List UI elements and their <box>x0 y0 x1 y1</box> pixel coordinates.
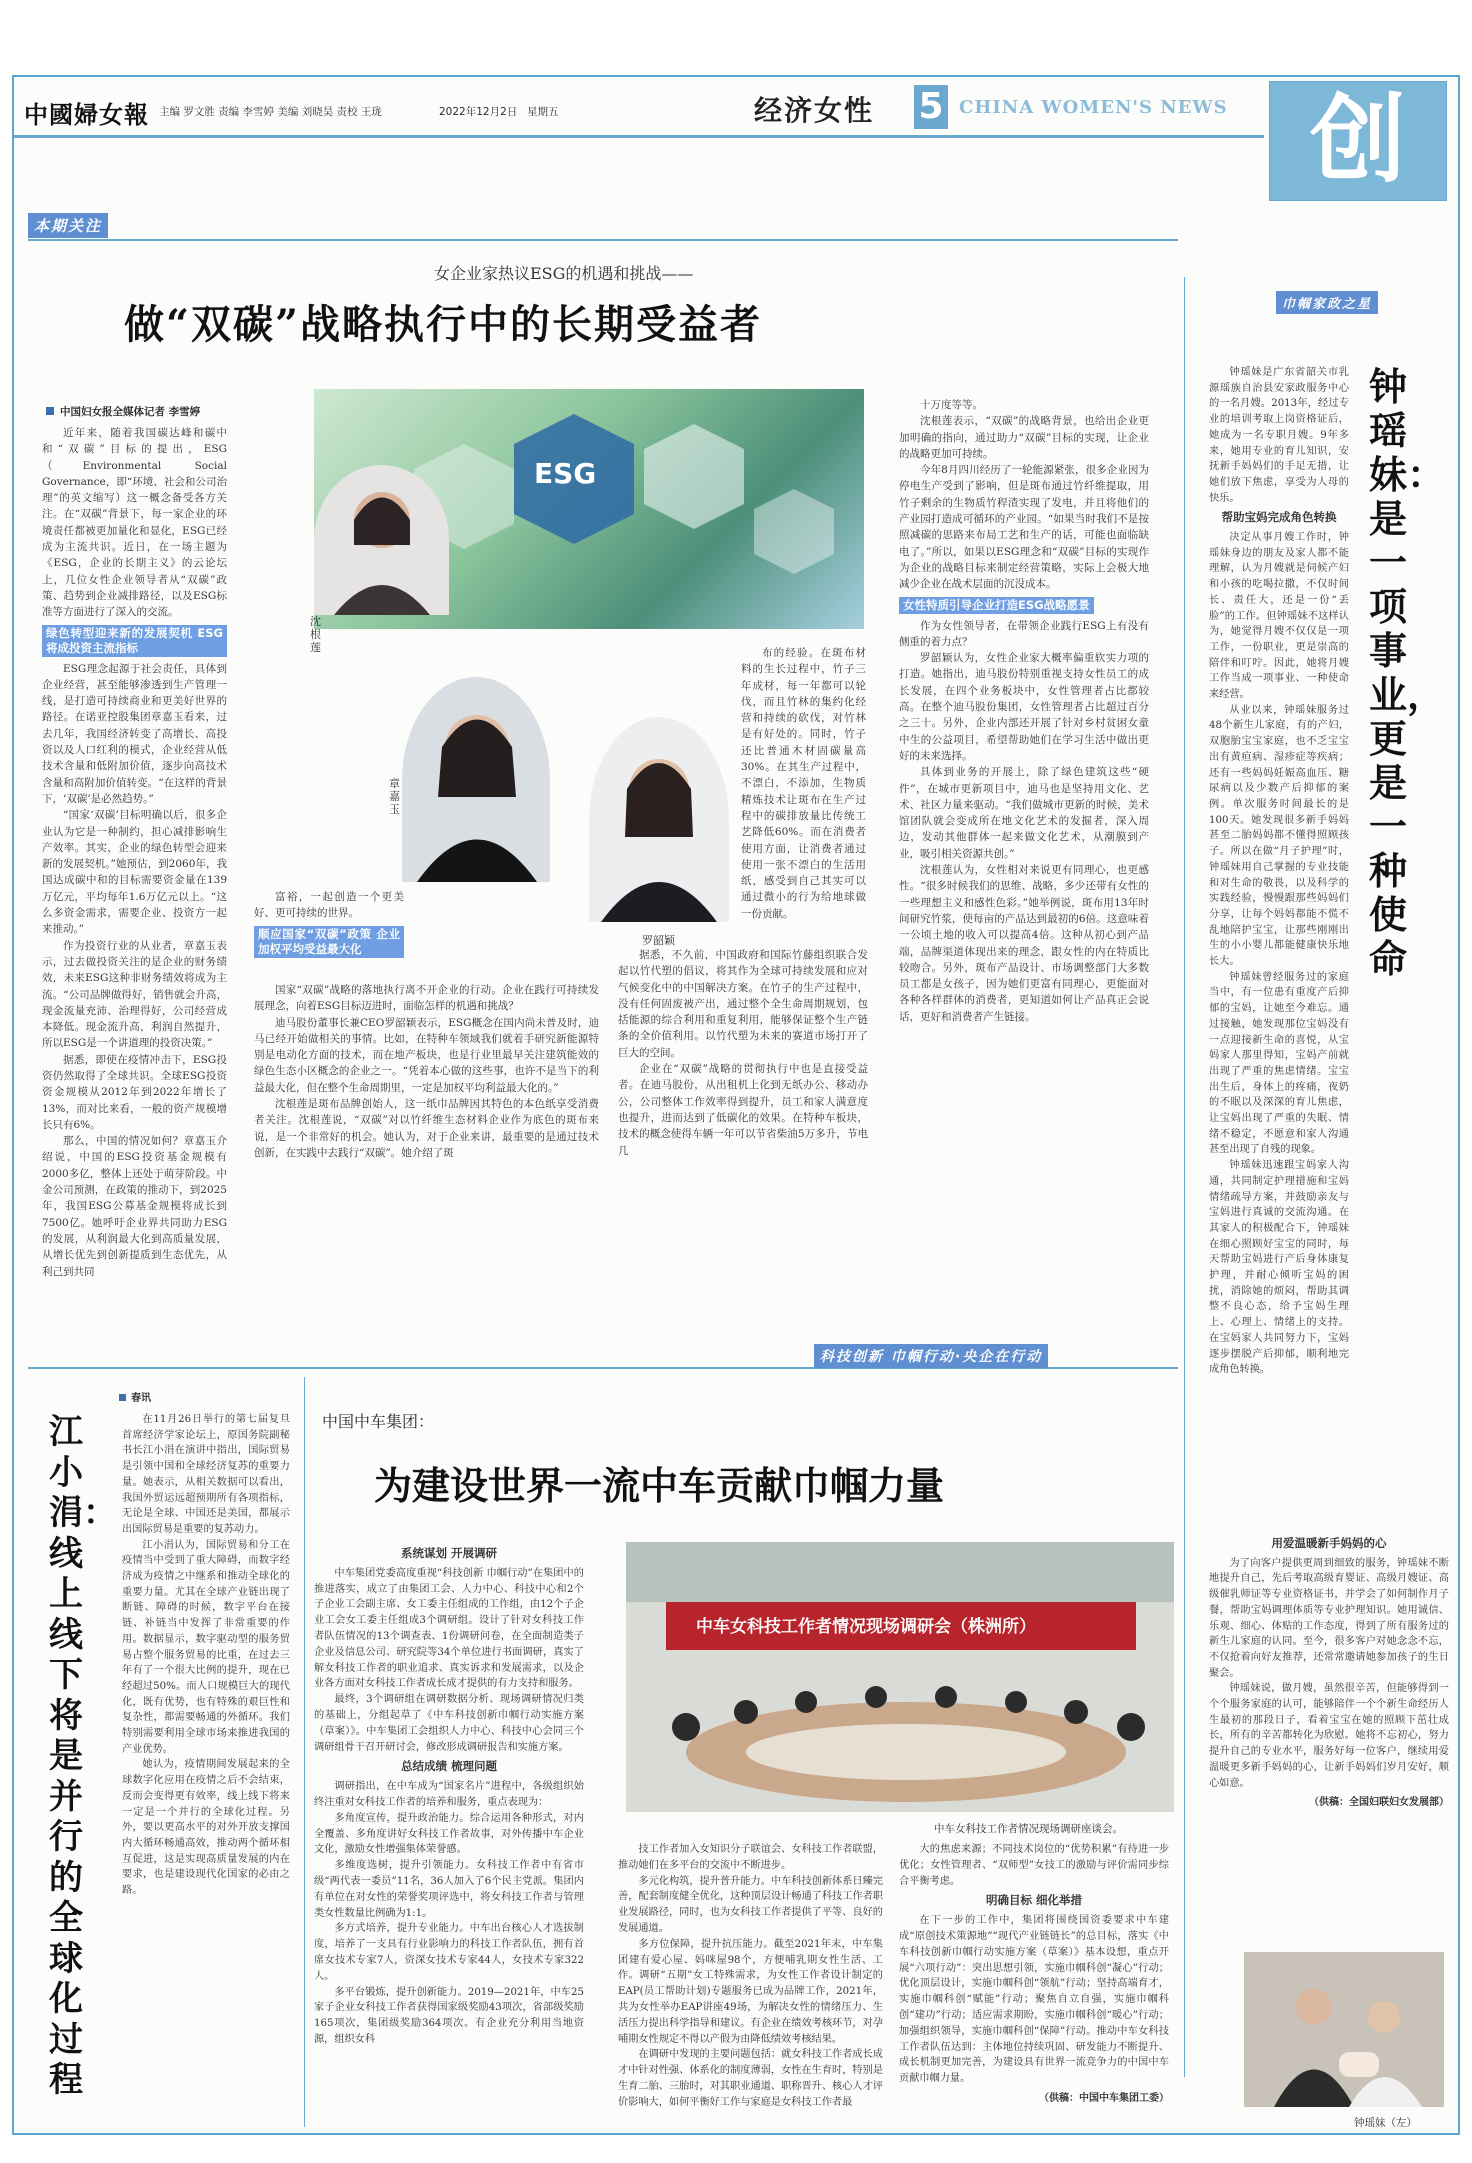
paragraph: 多平台锻炼，提升创新能力。2019—2021年，中车25家子企业女科技工作者获得国家级奖励43项次，省部级奖励165项次，集团级奖励364项次。有企业充分利用当地资源，组织女科 <box>314 1986 584 2045</box>
paragraph: 富裕，一起创造一个更美好、更可持续的世界。 <box>254 891 404 920</box>
jiang-article <box>122 1412 290 2132</box>
issue-weekday: 星期五 <box>527 106 559 118</box>
name-zhang-jiayu: 章嘉玉 <box>389 777 400 816</box>
focus-column-3a <box>741 645 866 945</box>
header-rule <box>14 135 1264 138</box>
focus-kicker: 女企业家热议ESG的机遇和挑战—— <box>434 264 694 283</box>
jiang-byline <box>119 1389 151 1404</box>
crrc-headline: 为建设世界一流中车贡献巾帼力量 <box>374 1463 945 1508</box>
focus-tag: 本期关注 <box>28 213 108 238</box>
zhong-photo <box>1244 1952 1444 2107</box>
paragraph: 在调研中发现的主要问题包括：就女科技工作者成长成才中针对性强、体系化的制度薄弱，女性在生育时，特别是生育二胎、三胎时，对其职业通道、职称晋升、核心人才评价影响大，如何平衡好工作与家庭是女科技工作者最 <box>618 2049 883 2108</box>
paragraph: 钟瑶妹迅速跟宝妈家人沟通，共同制定护理措施和宝妈情绪疏导方案，并鼓励亲友与宝妈进行真诚的交流沟通。在其家人的积极配合下，钟瑶妹在细心照顾好宝宝的同时，每天帮助宝妈进行产后身体康复护理，并耐心倾听宝妈的困扰，消除她的烦闷，帮助其调整不良心态，给予宝妈生理上、心理上、情绪上的支持。在宝妈家人共同努力下，宝妈逐步摆脱产后抑郁，顺利地完成角色转换。 <box>1209 1160 1349 1376</box>
paragraph: 钟瑶妹是广东省韶关市乳源瑶族自治县安家政服务中心的一名月嫂。2013年，经过专业的培训考取上岗资格证后，她成为一名专职月嫂。9年多来，她用专业的育儿知识，安抚新手妈妈们的手足无措，让她们放下焦虑，享受为人母的快乐。 <box>1209 367 1349 504</box>
paragraph: 作为投资行业的从业者，章嘉玉表示，过去做投资关注的是企业的财务绩效，未来ESG这种非财务绩效将成为主流。“公司品牌做得好，销售就会升高，现金流量充沛、治理得好，公司经营成本降低。现金流升高，利润自然提升，所以ESG是一个讲道理的投资决策。” <box>42 939 227 1050</box>
crrc-column-1 <box>314 1542 584 2132</box>
paragraph: 沈根莲认为，女性相对来说更有同理心，也更感性。“很多时候我们的思维、战略，多少还带有女性的一些理想主义和感性色彩。”她举例说，斑布用13年时间研究竹浆，使每亩的产品达到最初的6倍。这意味着一公顷土地的收入可以提高4倍。这种从初心到产品端，品牌渠道体现出来的理念，跟女性的内在特质比较吻合。另外，斑布产品设计、市场调整部门大多数员工都是女孩子，因为她们更富有同理心，更能面对各种各样群体的消费者，更知道如何让产品真正会说话，更好和消费者产生链接。 <box>899 864 1149 1023</box>
meeting-photo-caption: 中车女科技工作者情况现场调研座谈会。 <box>934 1823 1123 1835</box>
zhong-tag: 巾帼家政之星 <box>1276 291 1378 314</box>
column-mark: 创 <box>1310 83 1406 196</box>
paragraph: 调研指出，在中车成为“国家名片”进程中，各级组织始终注重对女科技工作者的培养和服务，重点表现为： <box>314 1781 584 1808</box>
paragraph: 罗韶颖认为，女性企业家大概率偏重软实力项的打造。她指出，迪马股份特别重视支持女性员工的成长发展，在四个业务板块中，女性管理者占比都较高。在整个迪马股份集团，女性管理者占比超过百分之三十。另外，企业内部还开展了针对乡村贫困女童中生的公益项目，希望帮助她们在学习生活中做出更好的未来选择。 <box>899 652 1149 762</box>
meeting-photo <box>626 1542 1174 1812</box>
paragraph: 多方式培养，提升专业能力。中车出台核心人才选拔制度，培养了一支具有行业影响力的科技工作者队伍，拥有首席女技术专家7人，资深女技术专家44人，女技术专家322人。 <box>314 1923 584 1982</box>
crrc-column-3 <box>899 1842 1169 2132</box>
portrait-zhang-jiayu <box>402 677 550 882</box>
paragraph: 钟瑶妹曾经服务过的家庭当中，有一位患有重度产后抑郁的宝妈，让她至今难忘。通过接触，她发现那位宝妈没有一点迎接新生命的喜悦，从宝妈家人那里得知，宝妈产前就出现了严重的焦虑情绪。宝宝出生后，身体上的疼痛，夜奶的不眠以及深深的育儿焦虑，让宝妈出现了严重的失眠、情绪不稳定，不愿意和家人沟通甚至出现了自残的现象。 <box>1209 971 1349 1156</box>
zhong-headline: 钟瑶妹：是一项事业，更是一种使命 <box>1369 364 1446 981</box>
zhong-photo-figures <box>1244 1952 1444 2107</box>
paragraph: 大的焦虑来源；不同技术岗位的“优势积累”有待进一步优化；女性管理者、“双师型”女技工的激励与评价需同步综合平衡考虑。 <box>899 1844 1169 1887</box>
subheading: 绿色转型迎来新的发展契机 ESG将成投资主流指标 <box>42 625 227 657</box>
paragraph: 技工作者加入女知识分子联谊会、女科技工作者联盟，推动她们在多平台的交流中不断进步。 <box>618 1844 883 1871</box>
byline-text: 中国妇女报全媒体记者 李雪婷 <box>60 406 201 418</box>
focus-headline: 做“双碳”战略执行中的长期受益者 <box>124 301 763 348</box>
paragraph: 布的经验。在斑布材料的生长过程中，竹子三年成材，每一年都可以轮伐，而且竹林的集约化经营和持续的砍伐，对竹林是有好处的。同时，竹子还比普通木材固碳量高30%。在其生产过程中，不漂白，不添加，生物质精炼技术让斑布在生产过程中的碳排放量比传统工艺降低60%。而在消费者使用方面，让消费者通过使用一张不漂白的生活用纸，感受到自己其实可以通过微小的行为给地球做一份贡献。 <box>741 647 866 920</box>
portrait-figure <box>589 717 729 922</box>
paragraph: ESG理念起源于社会责任，具体到企业经营，甚至能够渗透到生产管理一线，是打造可持续商业和更美好世界的路径。在诺亚控股集团章嘉玉看来，过去几年，我国经济转变了高增长、高投资以及人口红利的模式，企业经营从低技术含量和低附加价值，逐步向高技术含量和高附加价值转变。“在这样的背景下，‘双碳’是必然趋势。” <box>42 662 227 805</box>
paragraph: 作为女性领导者，在带领企业践行ESG上有没有侧重的着力点？ <box>899 619 1149 648</box>
focus-column-3b <box>618 947 868 1322</box>
portrait-figure <box>314 465 449 615</box>
paragraph: “国家‘双碳’目标明确以后，很多企业认为它是一种制约，担心减排影响生产效率。其实，企业的绿色转型会迎来新的发展契机。”她预估，到2060年，我国达成碳中和的目标需要资金量在139万亿元，平均每年1.6万亿元以上。“这么多资金需求，需要企业、投资方一起来推动。” <box>42 809 227 936</box>
right-column-divider <box>1184 277 1185 2077</box>
meeting-scene <box>626 1542 1174 1812</box>
focus-column-2a <box>254 889 404 979</box>
focus-column-1 <box>42 425 227 1278</box>
portrait-shen-genlian <box>314 465 449 615</box>
newspaper-logo: 中國婦女報 <box>24 100 149 129</box>
paragraph: 多维度选树，提升引领能力。女科技工作者中有省市级“两代表一委员”11名，36人加入了6个民主党派。集团内有单位在对女性的荣誉奖项评选中，将女科技工作者与管理类女性数量比例确为1:1。 <box>314 1860 584 1919</box>
jiang-column-divider <box>304 1377 305 2127</box>
paragraph: 多元化构筑，提升普升能力。中车科技创新体系日臻完善，配套制度健全优化，这种顶层设计畅通了科技工作者职业发展路径，同时，也为女科技工作者提供了平等、良好的发展通道。 <box>618 1875 883 1934</box>
paragraph: 国家“双碳”战略的落地执行离不开企业的行动。企业在践行可持续发展理念，向着ESG目标迈进时，面临怎样的机遇和挑战？ <box>254 984 599 1013</box>
crrc-credit: （供稿：中国中车集团工委） <box>1039 2092 1169 2104</box>
section-title: 经济女性 <box>754 94 875 127</box>
paragraph: 据悉，即使在疫情冲击下，ESG投资仍然取得了全球共识。全球ESG投资资金规模从2012年到2022年增长了13%，而对比来看，一般的资产规模增长只有6%。 <box>42 1053 227 1131</box>
paragraph: 最终，3个调研组在调研数据分析、现场调研情况归类的基础上，分组起草了《中车科技创新巾帼行动实施方案（草案）》。中车集团工会组织人力中心、科技中心会同三个调研组骨干召开研讨会，修改形成调研报告和实施方案。 <box>314 1694 584 1753</box>
byline-marker-icon <box>119 1394 126 1401</box>
jiang-headline: 江小涓：线上线下将是并行的全球化过程 <box>49 1412 117 2100</box>
focus-column-4 <box>899 397 1149 1322</box>
paragraph: 决定从事月嫂工作时，钟瑶妹身边的朋友及家人都不能理解，认为月嫂就是伺候产妇和小孩的吃喝拉撒，不仅时间长、责任大，还是一份“丢脸”的工作。但钟瑶妹不这样认为，她觉得月嫂不仅仅是一项工作，一份职业，更是崇高的陪伴和叮咛。因此，她将月嫂工作当成一项事业、一种使命来经营。 <box>1209 532 1349 701</box>
paragraph: 多方位保障，提升抗压能力。截至2021年末，中车集团建有爱心屋、妈咪屋98个，方便哺乳期女性生活、工作。调研“五期”女工特殊需求，为女性工作者设计制定的EAP(员工帮助计划)专题服务已成为品牌工作，2021年，共为女性举办EAP讲座49场，为解决女性的情绪压力、生活压力提出科学指导和建议。有企业在绩效考核环节，对孕哺期女性规定不得以产假为由降低绩效考核结果。 <box>618 1938 883 2045</box>
subheading: 顺应国家“双碳”政策 企业加权平均受益最大化 <box>254 926 404 958</box>
column-mark-box <box>1269 81 1447 201</box>
meeting-banner: 中车女科技工作者情况现场调研会（株洲所） <box>696 1617 1036 1637</box>
subheading: 系统谋划 开展调研 <box>400 1546 497 1560</box>
issue-date: 2022年12月2日 <box>439 106 518 118</box>
focus-byline <box>46 404 200 419</box>
focus-rule <box>28 239 1178 241</box>
name-shen-genlian: 沈根莲 <box>310 615 321 654</box>
crrc-tag: 科技创新 巾帼行动·央企在行动 <box>814 1344 1048 1368</box>
paragraph: 江小涓认为，国际贸易和分工在疫情当中受到了重大障碍，而数字经济成为疫情之中继系和推动全球化的重要力量。尤其在全球产业链出现了断链、障碍的时候，数字平台在接链、补链当中发挥了非常重要的作用。数据显示，数字驱动型的服务贸易占整个服务贸易的比重，在过去三年有了一个很大比例的提升，现在已经超过50%。而人口规模巨大的现代化，既有优势，也有特殊的艰巨性和复杂性，都需要畅通的外循环。我们特别需要利用全球市场来推进我国的产业优势。 <box>122 1539 290 1755</box>
crrc-column-2 <box>618 1842 883 2132</box>
paragraph: 在下一步的工作中，集团将围绕国资委要求中车建成“原创技术策源地”“现代产业链链长”的总目标，落实《中车科技创新巾帼行动实施方案（草案）》基本设想，重点开展“六项行动”：突出思想引领，实施巾帼科创“凝心”行动；优化顶层设计，实施巾帼科创“领航”行动；坚持高端育才，实施巾帼科创“赋能”行动；聚焦自立自强，实施巾帼科创“建功”行动；适应需求期盼，实施巾帼科创“暖心”行动；加强组织领导，实施巾帼科创“保障”行动。推动中车女科技工作者队伍达到：主体地位持续巩固、研发能力不断提升、成长机制更加完善，为建设具有世界一流竞争力的中国中车贡献巾帼力量。 <box>899 1915 1169 2085</box>
paragraph: 多角度宣传，提升政治能力。综合运用各种形式，对内全覆盖、多角度讲好女科技工作者故事，对外传播中车企业文化，激励女性增强集体荣誉感。 <box>314 1812 584 1856</box>
paragraph: 从业以来，钟瑶妹服务过48个新生儿家庭，有的产妇，双胞胎宝宝家庭，也不乏宝宝出有黄疸病、湿疹症等疾病；还有一些妈妈妊娠高血压、糖尿病以及少数产后抑郁的案例。单次服务时间最长的是100天。她发现很多新手妈妈甚至二胎妈妈都不懂得照顾孩子。所以在做“月子护理”时，钟瑶妹用自己掌握的专业技能和对生命的敬畏，以及科学的实践经验，慢慢跟那些妈妈们分享，让每个妈妈都能不慌不乱地陪护宝宝，让那些刚刚出生的小小婴儿都能健康快乐地长大。 <box>1209 704 1349 968</box>
subheading: 用爱温暖新手妈妈的心 <box>1271 1536 1387 1550</box>
zhong-article-lower <box>1209 1532 1449 1927</box>
zhong-credit: （供稿：全国妇联妇女发展部） <box>1309 1797 1449 1809</box>
english-title: CHINA WOMEN'S NEWS <box>959 97 1228 118</box>
subheading: 帮助宝妈完成角色转换 <box>1221 510 1337 525</box>
newspaper-page <box>12 75 1460 2135</box>
paragraph: 今年8月四川经历了一轮能源紧张，很多企业因为停电生产受到了影响，但是斑布通过竹纤维提取，用竹子剩余的生物质竹稈渣实现了发电，并且将他们的产业园打造成可循环的产业园。“如果当时我们不是按照减碳的思路来布局工艺和生产的话，可能也面临缺电了。”所以，如果以ESG理念和“双碳”目标的实现作为企业的战略目标来制定经营策略，实际上会极大地减少企业在战术层面的沉没成本。 <box>899 464 1149 591</box>
paragraph: 据悉，不久前，中国政府和国际竹藤组织联合发起以竹代塑的倡议，将其作为全球可持续发展和应对气候变化中的中国解决方案。在竹子的生产过程中，没有任何固废被产出，通过整个全生命周期规划，包括能源的综合利用和重复利用，能够保证整个生产链条的全价值利用。以竹代塑为未来的赛道市场打开了巨大的空间。 <box>618 949 868 1059</box>
paragraph: 具体到业务的开展上，除了绿色建筑这些“硬件”，在城市更新项目中，迪马也是坚持用文化、艺术、社区力量来驱动。“我们做城市更新的时候，美术馆团队就会变成所在地文化艺术的发掘者，深入周边，发动其他群体一起来做文化艺术，从潮膜到产业，吸引相关资源共创。” <box>899 766 1149 860</box>
paragraph: 为了向客户提供更周到细致的服务，钟瑶妹不断地提升自己，先后考取高级育婴证、高级月嫂证、高级催乳师证等专业资格证书，并学会了如何制作月子餐，帮助宝妈调理体质等专业护理知识。她用诚信、乐观、细心、体贴的工作态度，得到了所有服务过的新生儿家庭的认同。至今，很多客户对她念念不忘，不仅抢着向好友推荐，还常常邀请她参加孩子的生日聚会。 <box>1209 1557 1449 1679</box>
paragraph: 迪马股份董事长兼CEO罗韶颖表示，ESG概念在国内尚未普及时，迪马已经开始做相关的事情。比如，在特种车领域我们就着手研究新能源特别是电动化方面的技术，而在地产板块，也是行业里最早关注建筑能效的绿色生态小区概念的企业之一。“凭着本心做的这些事，也许不是当下的利益最大化，但在整个生命周期里，一定是加权平均利益最大化的。” <box>254 1016 599 1094</box>
paragraph: 十万度等等。 <box>920 399 983 411</box>
paragraph: 企业在“双碳”战略的贯彻执行中也是直接受益者。在迪马股份，从出租机上化到无纸办公、移动办公，公司整体工作效率得到提升，员工和家人满意度也提升，进而达到了低碳化的效果。在特种车板块，技术的概念使得车辆一年可以节省柴油5万多升，节电几 <box>618 1063 868 1157</box>
paragraph: 沈根莲是斑布品牌创始人，这一纸巾品牌因其特色的本色纸享受消费者关注。沈根莲说，“双碳”对以竹纤维生态材料企业作为底色的斑布来说，是一个非常好的机会。她认为，对于企业来讲，最重要的是通过技术创新，在实践中去践行“双碳”。她介绍了斑 <box>254 1098 599 1159</box>
byline-marker-icon <box>46 407 54 415</box>
subheading: 总结成绩 梳理问题 <box>400 1759 497 1774</box>
crrc-kicker: 中国中车集团： <box>322 1412 435 1431</box>
paragraph: 她认为，疫情期间发展起来的全球数字化应用在疫情之后不会结束，反而会变得更有效率，线上线下将来一定是一个并行的全球化过程。另外，要以更高水平的对外开放支撑国内大循环畅通高效，推动两个循环相互促进，这是实现高质量发展的内在要求，也是建设现代化国家的必由之路。 <box>122 1759 290 1897</box>
name-luo-shaoying: 罗韶颖 <box>642 934 675 947</box>
focus-column-2b <box>254 982 599 1322</box>
subheading: 明确目标 细化举措 <box>985 1893 1082 1908</box>
paragraph: 中车集团党委高度重视“科技创新 巾帼行动”在集团中的推进落实，成立了由集团工会、人力中心、科技中心和2个子企业工会副主席、女工委主任组成的工作组，由12个子企业工会女工委主任组成3个调研组。设计了针对女科技工作者队伍情况的13个调查表、1份调研问卷，在全面制造类子企业及信息公司、研究院等34个单位进行书面调研，真实了解女科技工作者的职业追求、真实诉求和发展需求，以及企业各方面对女科技工作者成长成才提供的有力支持和服务。 <box>314 1567 584 1690</box>
paragraph: 近年来，随着我国碳达峰和碳中和“双碳”目标的提出，ESG（Environmental Social Governance，即“环境、社会和公司治理”的英文缩写）这一概念备受各方关注。在“双碳”背景下，每一家企业的环境责任都被更加量化和显化，ESG已经成为主流共识。近日，在一场主题为《ESG，企业的长期主义》的云论坛上，几位女性企业领导者从“双碳”政策、趋势到企业减排路径，以及ESG标准等方面进行了深入的交流。 <box>42 427 227 619</box>
paragraph: 那么，中国的情况如何？章嘉玉介绍说，中国的ESG投资基金规模有2000多亿，整体上还处于萌芽阶段。中金公司预测，在政策的推动下，到2025年，我国ESG公募基金规模将成长到7500亿。她呼吁企业界共同助力ESG的发展，从利润最大化到高质量发展，从增长优先到创新提质到生态优先，从利己到共同 <box>42 1135 227 1278</box>
zhong-photo-caption: 钟瑶妹（左） <box>1354 2117 1417 2129</box>
page-number: 5 <box>914 85 948 129</box>
paragraph: 在11月26日举行的第七届复旦首席经济学家论坛上，原国务院副秘书长江小涓在演讲中指出，国际贸易是引领中国和全球经济复苏的重要力量。她表示，从相关数据可以看出，我国外贸运远超预期所有各项指标，无论是全球、中国还是美国，都展示出国际贸易是重要的复苏动力。 <box>122 1414 290 1535</box>
portrait-luo-shaoying <box>589 717 729 922</box>
jiang-byline-text: 春讯 <box>131 1393 151 1404</box>
subheading: 女性特质引导企业打造ESG战略愿景 <box>899 597 1094 614</box>
masthead <box>14 77 1458 196</box>
paragraph: 钟瑶妹说，做月嫂，虽然很辛苦，但能够得到一个个服务家庭的认可，能够陪伴一个个新生命经历人生最初的那段日子，看着宝宝在她的照顾下茁壮成长，所有的辛苦都转化为欣慰。她将不忘初心，努力提升自己的专业水平，服务好每一位客户，继续用爱温暖更多新手妈妈的心，让新手妈妈们岁月安好，顺心如意。 <box>1209 1683 1449 1789</box>
paragraph: 沈根莲表示，“双碳”的战略背景，也给出企业更加明确的指向，通过助力“双碳”目标的实现，让企业的战略更加可持续。 <box>899 415 1149 460</box>
esg-label: ESG <box>534 457 597 490</box>
staff-credits: 主编 罗文胜 责编 李雪婷 美编 刘晓昊 责校 王珑 <box>159 106 382 118</box>
portrait-figure <box>402 677 550 882</box>
